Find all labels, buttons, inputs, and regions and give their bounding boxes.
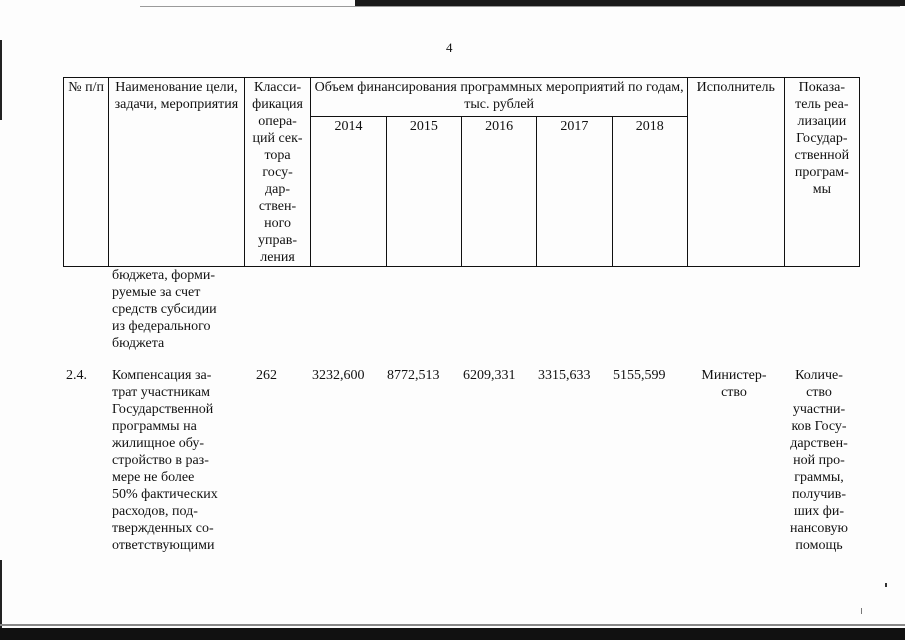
header-classification: Класси- фикация опера- ций сек- тора госу- дар- ствен- ного управ- ления — [244, 78, 311, 267]
row-value-2014: 3232,600 — [312, 368, 365, 383]
scan-edge-left-lower — [0, 560, 2, 630]
header-year: 2018 — [612, 117, 687, 267]
header-name: Наименование цели, задачи, мероприятия — [109, 78, 245, 267]
header-indicator: Показа- тель реа- лизации Государ- ственной програм- мы — [784, 78, 859, 267]
header-year: 2016 — [461, 117, 536, 267]
header-num: № п/п — [64, 78, 109, 267]
row-name: Компенсация за- трат участникам Государственной программы на жилищное обу- стройство в раз- мере не более 50% фактических расходов, под- твержденных со- ответствующими — [112, 368, 218, 553]
row-value-2018: 5155,599 — [613, 368, 666, 383]
scan-speck — [861, 608, 862, 614]
row-value-2016: 6209,331 — [463, 368, 516, 383]
row-classification: 262 — [256, 368, 277, 383]
continuation-text: бюджета, форми- руемые за счет средств субсидии из федерального бюджета — [112, 268, 217, 351]
table-header — [63, 77, 860, 267]
page-number: 4 — [446, 40, 453, 55]
header-financing: Объем финансирования программных мероприятий по годам, тыс. рублей — [311, 78, 687, 117]
row-num: 2.4. — [66, 368, 87, 383]
header-year: 2017 — [537, 117, 612, 267]
scan-edge-top-thin — [140, 6, 900, 7]
row-executor: Министер- ство — [701, 368, 767, 400]
row-indicator: Количе- ство участни- ков Госу- дарствен- ной про- граммы, получив- ших фи- нансовую помощь — [789, 368, 848, 553]
row-value-2017: 3315,633 — [538, 368, 591, 383]
header-executor: Исполнитель — [687, 78, 784, 267]
header-year: 2015 — [386, 117, 461, 267]
row-value-2015: 8772,513 — [387, 368, 440, 383]
scan-edge-left — [0, 40, 2, 120]
header-year: 2014 — [311, 117, 386, 267]
scan-edge-bottom — [0, 628, 905, 640]
scan-speck — [885, 583, 887, 587]
scan-edge-bottom-thin — [0, 624, 905, 626]
